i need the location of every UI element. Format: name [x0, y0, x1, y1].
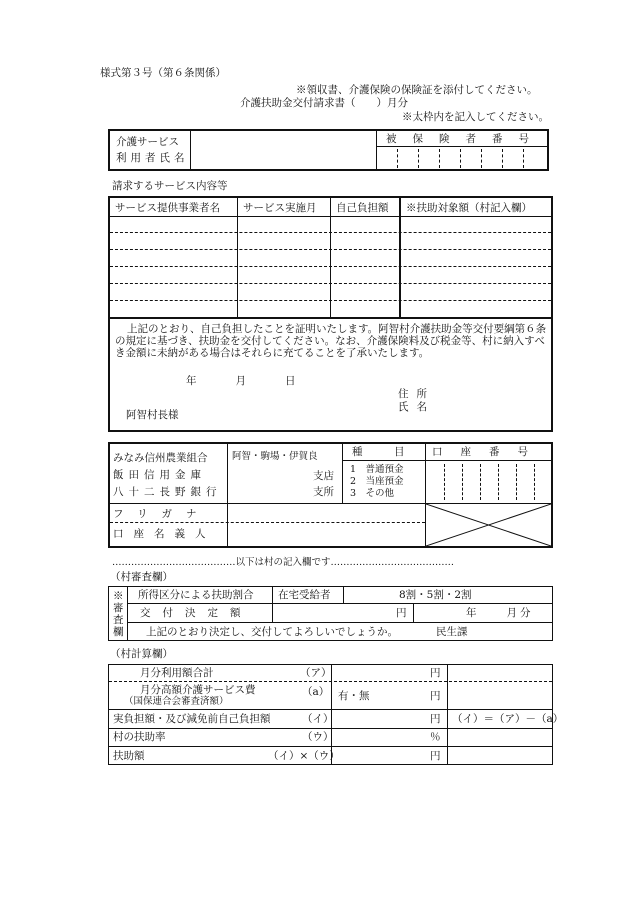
addressee: 阿智村長様 [126, 409, 179, 421]
approval-text: 上記のとおり決定し、交付してよろしいでしょうか。 [146, 626, 398, 638]
form-number: 様式第３号（第６条関係） [100, 67, 226, 79]
income-ratio-label: 所得区分による扶助割合 [138, 589, 254, 601]
calc-row-5-unit: 円 [430, 750, 441, 762]
review-section-title: （村審査欄） [110, 571, 173, 583]
name-label: 氏名 [398, 401, 435, 413]
bank-option-3[interactable]: 八十二長野銀行 [113, 486, 222, 498]
calc-row-3-mark: （イ） [302, 713, 334, 725]
ratio-options[interactable]: 8割・5割・2割 [399, 589, 472, 601]
village-divider: …………………………………以下は村の記入欄です………………………………… [112, 557, 455, 568]
account-type-3[interactable]: 3 その他 [350, 488, 395, 499]
calc-row-4-unit: ％ [430, 731, 441, 743]
decision-year-month: 年 月分 [466, 607, 534, 619]
col-month: サービス実施月 [243, 202, 317, 214]
certification-statement: 上記のとおり、自己負担したことを証明いたします。阿智村介護扶助金等交付要綱第６条の規定に基づき、扶助金を交付してください。なお、介護保険料及び税金等、村に納入すべき金額に未納がある場合はそれらに充てることを了承いたします。 [115, 323, 547, 359]
calc-row-5-mark: （イ）×（ウ） [268, 750, 340, 762]
account-type-1[interactable]: 1 普通預金 [350, 464, 404, 475]
branch-area: 阿智・駒場・伊賀良 [232, 451, 318, 462]
bank-option-2[interactable]: 飯田信用金庫 [113, 469, 206, 481]
calc-row-3-note: （イ）＝（ア）－（a） [452, 713, 564, 725]
calc-row-2-label: 月分高額介護サービス費 [140, 684, 256, 696]
calc-row-1-mark: （ア） [300, 667, 332, 679]
calc-row-4-mark: （ウ） [302, 731, 334, 743]
services-section-title: 請求するサービス内容等 [112, 180, 228, 192]
recipient-label-line2: 利用者氏名 [116, 152, 189, 164]
furigana-label: フリガナ [113, 508, 211, 520]
recipient-label-line1: 介護サービス [116, 136, 179, 148]
account-holder-label: 口座名義人 [113, 528, 216, 540]
calc-row-1-unit: 円 [430, 667, 441, 679]
calc-row-5-label: 扶助額 [113, 750, 145, 762]
calc-row-2-sublabel: （国保連合会審査済額） [124, 696, 229, 707]
account-holder-field[interactable] [228, 504, 424, 546]
frame-note: ※太枠内を記入してください。 [402, 111, 549, 123]
insured-number-label: 被保険者番号 [386, 133, 545, 145]
review-side-label: ※審査欄 [113, 590, 124, 638]
calc-row-2-yes-no[interactable]: 有・無 [338, 690, 370, 702]
crossed-out-cell [426, 504, 551, 546]
address-label: 住所 [398, 388, 435, 400]
calc-row-3-unit: 円 [430, 713, 441, 725]
account-number-field[interactable] [426, 461, 551, 503]
department: 民生課 [436, 626, 468, 638]
branch-shiten: 支店 [313, 470, 334, 482]
calc-section-title: （村計算欄） [110, 648, 173, 660]
decision-label: 交付決定額 [140, 607, 253, 619]
calc-row-3-label: 実負担額・及び減免前自己負担額 [113, 713, 271, 725]
calc-row-4-label: 村の扶助率 [113, 731, 166, 743]
insured-number-field[interactable] [377, 147, 548, 170]
calc-row-2-mark: （a） [302, 686, 330, 698]
col-account-type: 種 目 [352, 446, 405, 458]
account-type-2[interactable]: 2 当座預金 [350, 476, 404, 487]
col-provider: サービス提供事業者名 [115, 202, 220, 214]
page-title: 介護扶助金交付請求書（ ）月分 [240, 97, 408, 109]
service-rows-entry[interactable] [110, 217, 399, 317]
subsidy-entry[interactable] [401, 217, 551, 317]
decision-yen: 円 [396, 607, 407, 619]
col-subsidy: ※扶助対象額（村記入欄） [406, 202, 532, 214]
recipient-name-field[interactable] [191, 131, 375, 170]
calc-row-2-unit: 円 [430, 690, 441, 702]
home-recipient-label: 在宅受給者 [278, 589, 331, 601]
branch-shisho: 支所 [313, 486, 334, 498]
date-line: 年 月 日 [186, 375, 302, 387]
col-account-number: 口座番号 [432, 446, 546, 458]
attachment-note: ※領収書、介護保険の保険証を添付してください。 [296, 84, 538, 96]
bank-option-1[interactable]: みなみ信州農業組合 [113, 452, 208, 464]
calc-row-1-label: 月分利用額合計 [140, 667, 214, 679]
col-burden: 自己負担額 [336, 202, 389, 214]
